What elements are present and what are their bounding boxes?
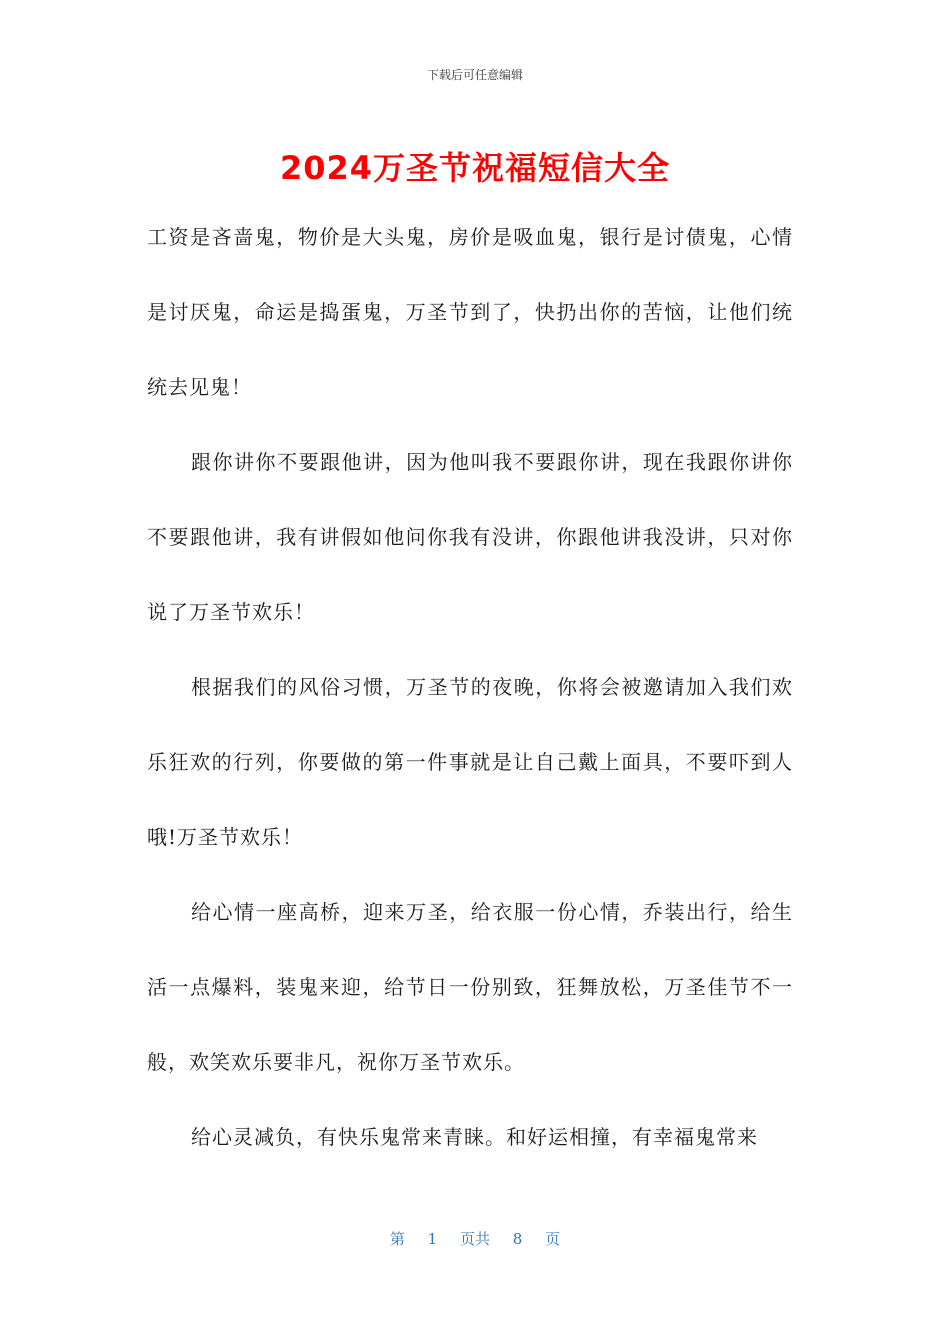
paragraph-5: 给心灵减负，有快乐鬼常来青睐。和好运相撞，有幸福鬼常来 bbox=[191, 1125, 758, 1149]
footer-end-label: 页 bbox=[545, 1230, 561, 1248]
document-body bbox=[147, 200, 793, 1175]
header-note: 下载后可任意编辑 bbox=[426, 68, 523, 82]
footer-page-label: 第 bbox=[389, 1230, 405, 1248]
paragraph-2: 跟你讲你不要跟他讲，因为他叫我不要跟你讲，现在我跟你讲你不要跟他讲，我有讲假如他问你我有没讲，你跟他讲我没讲，只对你说了万圣节欢乐！ bbox=[147, 450, 793, 624]
paragraph-4: 给心情一座高桥，迎来万圣，给衣服一份心情，乔装出行，给生活一点爆料，装鬼来迎，给节日一份别致，狂舞放松，万圣佳节不一般，欢笑欢乐要非凡，祝你万圣节欢乐。 bbox=[147, 900, 793, 1074]
footer-total-pages: 8 bbox=[512, 1230, 523, 1248]
page-footer bbox=[0, 1228, 950, 1249]
document-title: 2024万圣节祝福短信大全 bbox=[279, 149, 671, 187]
footer-current-page: 1 bbox=[427, 1230, 438, 1248]
footer-total-label: 页共 bbox=[459, 1230, 490, 1248]
paragraph-1: 工资是吝啬鬼，物价是大头鬼，房价是吸血鬼，银行是讨债鬼，心情是讨厌鬼，命运是捣蛋鬼，万圣节到了，快扔出你的苦恼，让他们统统去见鬼！ bbox=[147, 225, 793, 399]
paragraph-3: 根据我们的风俗习惯，万圣节的夜晚，你将会被邀请加入我们欢乐狂欢的行列，你要做的第一件事就是让自己戴上面具，不要吓到人哦!万圣节欢乐！ bbox=[147, 675, 793, 849]
